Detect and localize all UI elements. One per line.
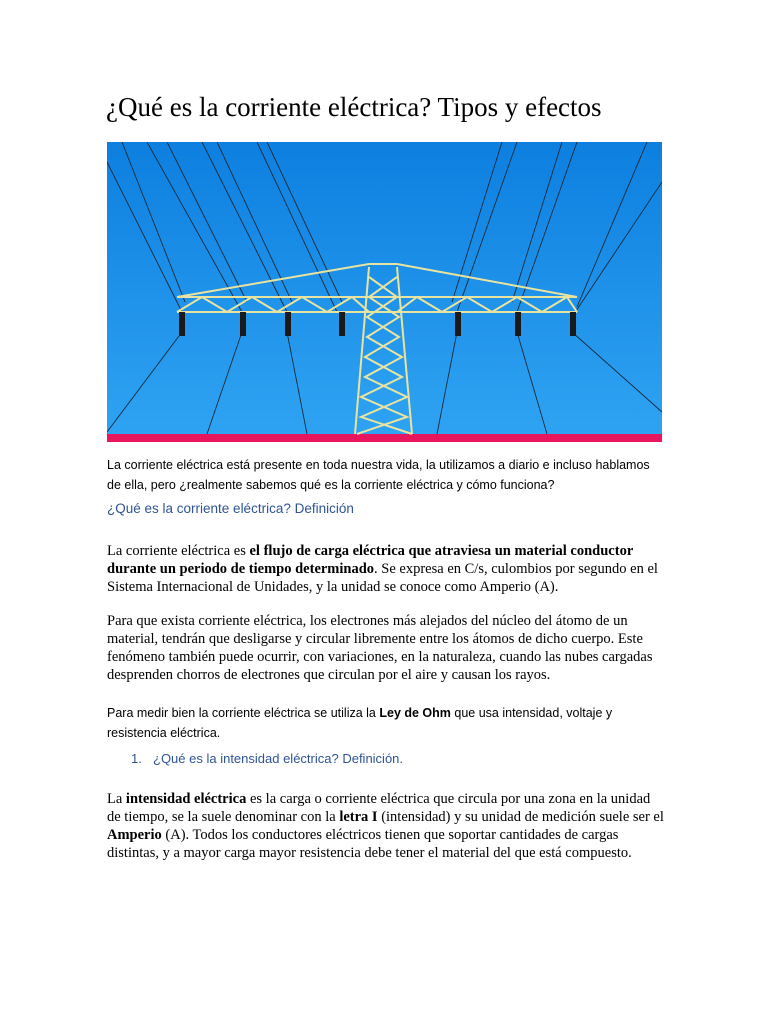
ohm-law-paragraph (107, 703, 667, 743)
list-item (131, 751, 403, 766)
definition-text-a: La corriente eléctrica es (107, 543, 250, 559)
intro-paragraph: La corriente eléctrica está presente en toda nuestra vida, la utilizamos a diario e incluso hablamos de ella, pero ¿realmente sabemos qué es la corriente eléctrica y cómo funciona? (107, 458, 650, 492)
definition-text-c: . Se expresa en C/s, culombios por segundo en el Sistema Internacional de Unidades, y la unidad se conoce como Amperio (A). (107, 561, 658, 595)
page-title: ¿Qué es la corriente eléctrica? Tipos y efectos (106, 92, 602, 122)
ohm-text-c: que usa intensidad, voltaje y resistencia eléctrica. (107, 706, 613, 740)
intensity-text-bold: intensidad eléctrica (125, 791, 247, 807)
definition-text-bold: el flujo de carga eléctrica que atraviesa un material conductor durante un periodo de tiempo determinado (107, 543, 633, 577)
ohm-text-bold: Ley de Ohm (379, 706, 451, 720)
power-tower-photo (107, 142, 662, 442)
section-heading: ¿Qué es la corriente eléctrica? Definición (107, 501, 354, 516)
ohm-text-a: Para medir bien la corriente eléctrica se utiliza la (107, 706, 380, 720)
intensity-text-a: La (107, 791, 126, 807)
list-item-text: ¿Qué es la intensidad eléctrica? Definición. (153, 751, 404, 766)
list-item-number: 1. (131, 751, 142, 766)
letra-i-bold: letra I (339, 809, 378, 825)
electrons-paragraph: Para que exista corriente eléctrica, los electrones más alejados del núcleo del átomo de un material, tendrán que desligarse y circular libremente entre los átomos de dicho cuerpo. Este fenómeno también puede ocurrir, con variaciones, en la naturaleza, cuando las nubes cargadas desprenden chorros de electrones que circulan por el aire y causan los rayos. (107, 613, 653, 683)
intensity-paragraph (107, 790, 667, 862)
intensity-text-e: (intensidad) y su unidad de medición suele ser el (377, 809, 664, 825)
intensity-text-g: (A). Todos los conductores eléctricos tienen que soportar cantidades de cargas distintas, y a mayor carga mayor resistencia debe tener el material del que está compuesto. (107, 827, 632, 861)
amperio-bold: Amperio (107, 827, 162, 843)
intensity-text-c: es la carga o corriente eléctrica que circula por una zona en la unidad de tiempo, se la suele denominar con la (107, 791, 651, 825)
definition-paragraph (107, 542, 667, 596)
